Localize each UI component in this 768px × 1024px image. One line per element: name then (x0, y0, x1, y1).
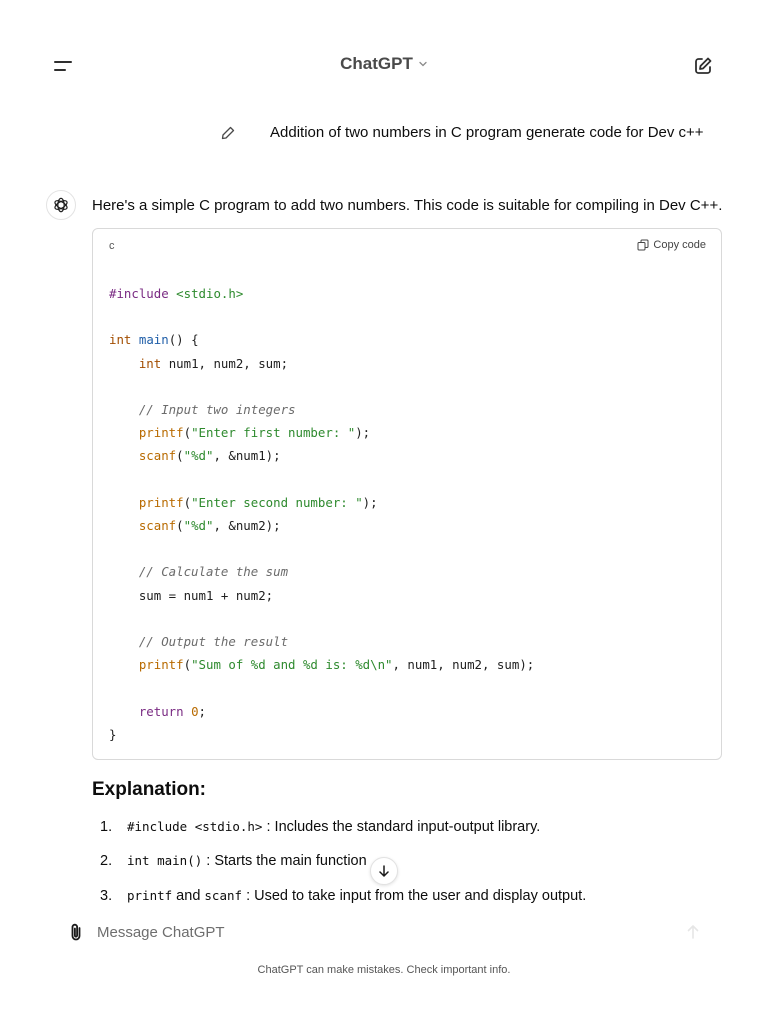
copy-code-button[interactable] (637, 239, 706, 251)
list-text: : Includes the standard input-output library. (262, 819, 541, 835)
user-message: Addition of two numbers in C program generate code for Dev c++ (270, 124, 704, 141)
list-text: : Starts the main function (202, 853, 367, 869)
list-number: 2. (100, 853, 113, 869)
arrow-up-icon[interactable] (682, 921, 704, 943)
inline-code: scanf (204, 888, 243, 903)
user-message-row (0, 120, 768, 146)
explanation-heading: Explanation: (92, 779, 207, 800)
top-bar (0, 0, 768, 130)
list-text: and (172, 888, 205, 904)
new-chat-icon[interactable] (692, 55, 714, 77)
composer (0, 912, 768, 952)
inline-code: printf (127, 888, 173, 903)
list-number: 1. (100, 819, 113, 835)
inline-code: int main() (127, 853, 203, 868)
code-language: c (109, 240, 115, 252)
inline-code: #include <stdio.h> (127, 819, 263, 834)
disclaimer: ChatGPT can make mistakes. Check important info. (257, 964, 511, 976)
paperclip-icon[interactable] (67, 922, 85, 942)
copy-icon (637, 239, 649, 251)
arrow-down-icon (377, 864, 391, 878)
list-number: 3. (100, 888, 113, 904)
code-block (92, 228, 722, 760)
list-text: : Used to take input from the user and display output. (242, 888, 587, 904)
openai-logo-icon (46, 190, 76, 220)
model-selector[interactable] (0, 54, 768, 74)
app-title[interactable]: ChatGPT (340, 54, 413, 73)
code-content: #include <stdio.h> int main() { int num1, num2, sum; // Input two integers printf("Enter first number: "); scanf("%d", &num1); printf("Enter second number: "); scanf("%d", &num2); // Calculate the sum sum = num1 + num2; // Output the result printf("Sum of %d and %d is: %d\n", num1, num2, sum); return 0; } (109, 286, 535, 742)
message-input[interactable] (97, 921, 657, 943)
copy-code-label[interactable]: Copy code (653, 239, 706, 251)
pencil-icon[interactable] (220, 125, 236, 141)
chevron-down-icon[interactable] (418, 59, 428, 69)
assistant-intro: Here's a simple C program to add two numbers. This code is suitable for compiling in Dev C++. (92, 197, 723, 214)
scroll-to-bottom-button[interactable] (370, 857, 398, 885)
